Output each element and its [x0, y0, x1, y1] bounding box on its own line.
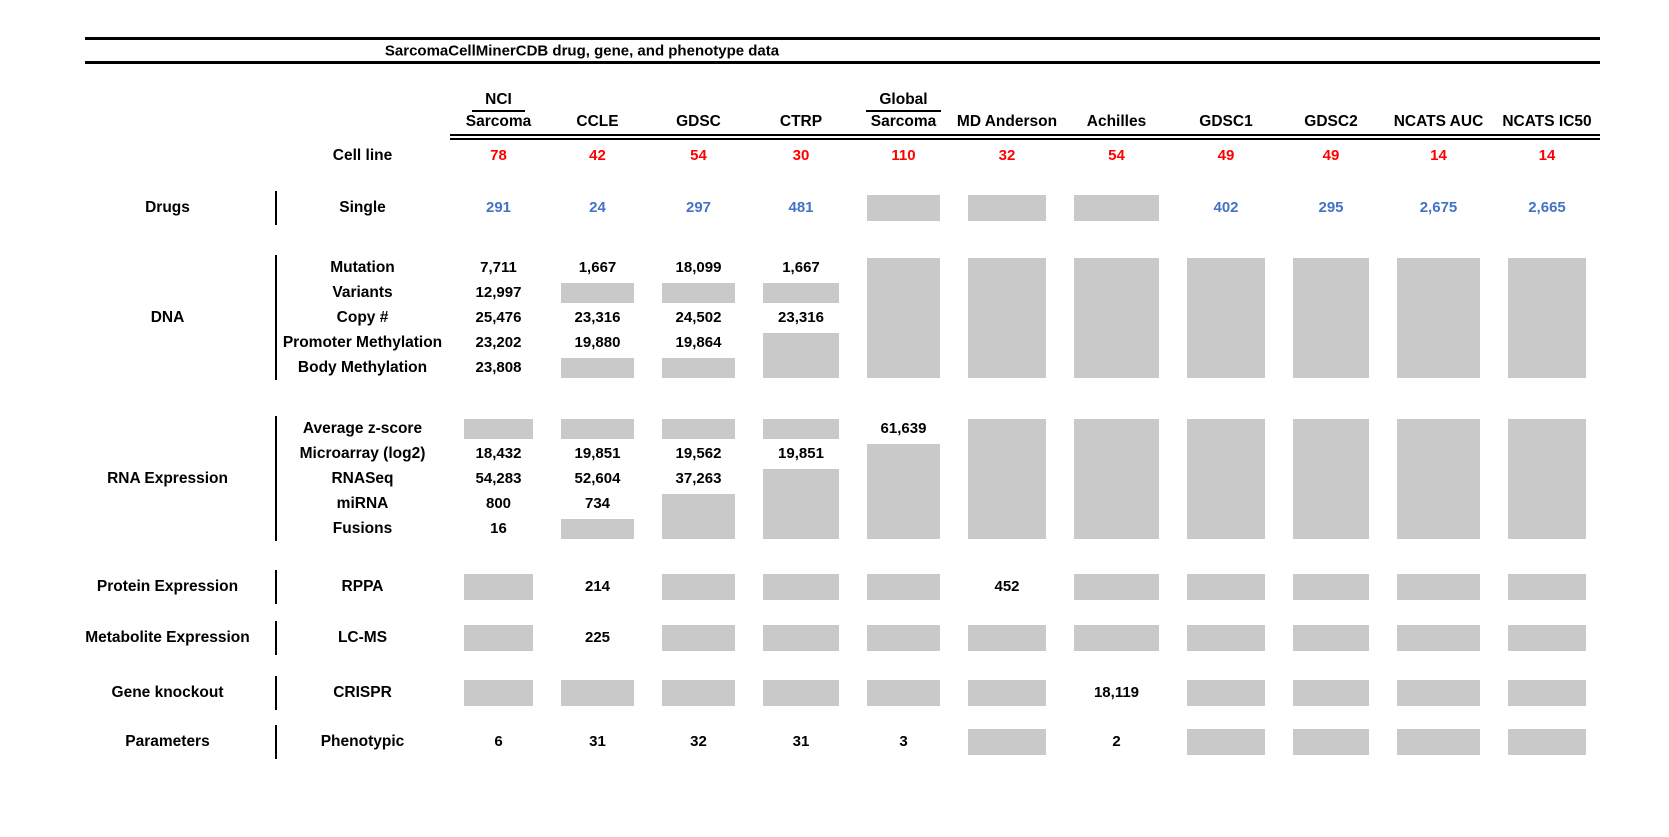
cell-line-count-gdsc2: 49 — [1322, 147, 1340, 164]
missing-data-box — [1508, 419, 1586, 539]
data-value: 2 — [1112, 733, 1121, 750]
missing-data-box — [1187, 419, 1265, 539]
missing-data-box — [662, 358, 735, 378]
missing-data-box — [763, 574, 839, 600]
missing-data-box — [662, 283, 735, 303]
title-band — [85, 37, 1600, 64]
group-label-rna-expression: RNA Expression — [107, 469, 228, 487]
data-value: 31 — [792, 733, 810, 750]
missing-data-box — [1074, 419, 1159, 539]
missing-data-box — [867, 574, 940, 600]
cell-line-count-ncats-auc: 14 — [1430, 147, 1447, 164]
missing-data-box — [1293, 625, 1369, 651]
data-value: 37,263 — [675, 470, 722, 487]
column-header-label-ctrp: CTRP — [779, 113, 823, 130]
missing-data-box — [968, 625, 1046, 651]
missing-data-box — [1397, 419, 1480, 539]
data-value: 7,711 — [480, 259, 517, 276]
group-label-parameters: Parameters — [125, 733, 210, 750]
missing-data-box — [1293, 729, 1369, 755]
section-rna-expression — [60, 416, 1600, 541]
data-value: 23,316 — [574, 309, 621, 326]
missing-data-box — [968, 258, 1046, 378]
data-value: 52,604 — [574, 470, 621, 487]
missing-data-box — [867, 680, 940, 706]
missing-data-box — [561, 680, 634, 706]
missing-data-box — [1074, 625, 1159, 651]
data-value: 19,851 — [778, 445, 824, 462]
missing-data-box — [1187, 258, 1265, 378]
missing-data-box — [561, 358, 634, 378]
missing-data-box — [561, 519, 634, 539]
row-label-mirna: miRNA — [336, 495, 389, 512]
missing-data-box — [1187, 729, 1265, 755]
missing-data-box — [867, 258, 940, 378]
cell-line-count-ccle: 42 — [589, 147, 606, 164]
column-header-label-nci-sarcoma: Sarcoma — [465, 113, 532, 130]
data-value: 23,316 — [778, 309, 824, 326]
missing-data-box — [1293, 419, 1369, 539]
sections — [60, 186, 1600, 764]
column-header-nci-sarcoma — [450, 84, 547, 140]
group-label-drugs: Drugs — [145, 199, 190, 216]
row-label-copy-number: Copy # — [336, 309, 389, 326]
missing-data-box — [662, 625, 735, 651]
missing-data-box — [763, 419, 839, 439]
missing-data-box — [1187, 680, 1265, 706]
data-value: 1,667 — [782, 259, 820, 276]
column-header-label-md-anderson: MD Anderson — [956, 113, 1058, 130]
missing-data-box — [662, 419, 735, 439]
section-protein-expression — [60, 565, 1600, 609]
data-value: 61,639 — [880, 420, 927, 437]
column-header-label-global-sarcoma: Sarcoma — [870, 113, 937, 130]
missing-data-box — [1397, 680, 1480, 706]
row-label-mutation: Mutation — [330, 259, 395, 276]
column-header-label-ncats-ic50: NCATS IC50 — [1502, 113, 1592, 130]
missing-data-box — [867, 195, 940, 221]
column-header-label-gdsc1: GDSC1 — [1199, 113, 1253, 130]
section-dna — [60, 255, 1600, 380]
section-drugs — [60, 186, 1600, 230]
figure-title: SarcomaCellMinerCDB drug, gene, and phenotype data — [384, 42, 780, 59]
missing-data-box — [1074, 574, 1159, 600]
column-header-gdsc2 — [1279, 84, 1383, 140]
cell-line-count-achilles: 54 — [1108, 147, 1125, 164]
data-value: 481 — [788, 199, 814, 216]
column-header-ctrp — [749, 84, 853, 140]
cell-line-count-md-anderson: 32 — [998, 147, 1016, 164]
data-value: 23,202 — [475, 334, 522, 351]
missing-data-box — [464, 680, 533, 706]
data-value: 3 — [899, 733, 908, 750]
missing-data-box — [1293, 258, 1369, 378]
missing-data-box — [1293, 680, 1369, 706]
data-value: 291 — [485, 199, 512, 216]
missing-data-box — [867, 625, 940, 651]
data-value: 19,562 — [675, 445, 722, 462]
missing-data-box — [1508, 574, 1586, 600]
cell-line-count-gdsc1: 49 — [1217, 147, 1235, 164]
data-value: 1,667 — [578, 259, 617, 276]
data-value: 24 — [589, 199, 606, 216]
group-label-protein-expression: Protein Expression — [96, 578, 239, 595]
missing-data-box — [1397, 258, 1480, 378]
missing-data-box — [464, 419, 533, 439]
column-header-label-achilles: Achilles — [1086, 113, 1147, 130]
data-value: 24,502 — [675, 309, 722, 326]
missing-data-box — [1397, 729, 1480, 755]
data-value: 6 — [494, 733, 503, 750]
cell-line-count-gdsc: 54 — [690, 147, 707, 164]
row-label-rppa: RPPA — [341, 578, 384, 595]
data-value: 402 — [1213, 199, 1239, 216]
column-header-ncats-ic50 — [1494, 84, 1600, 140]
column-header-label-gdsc2: GDSC2 — [1304, 113, 1358, 130]
column-header-achilles — [1060, 84, 1173, 140]
figure — [60, 37, 1600, 764]
missing-data-box — [1397, 625, 1480, 651]
missing-data-box — [1074, 195, 1159, 221]
data-value: 31 — [589, 733, 606, 750]
section-parameters — [60, 720, 1600, 764]
column-header-gdsc — [648, 84, 749, 140]
missing-data-box — [1508, 680, 1586, 706]
group-label-metabolite-expression: Metabolite Expression — [85, 629, 250, 646]
cell-line-row — [60, 143, 1600, 169]
data-value: 23,808 — [475, 359, 522, 376]
missing-data-box — [763, 333, 839, 378]
data-value: 19,880 — [574, 334, 621, 351]
row-label-rnaseq: RNASeq — [331, 470, 394, 487]
data-value: 225 — [584, 629, 611, 646]
row-label-microarray-log2: Microarray (log2) — [299, 445, 426, 462]
row-label-average-z-score: Average z-score — [302, 420, 423, 437]
row-label-single: Single — [339, 199, 386, 216]
data-value: 18,099 — [675, 259, 722, 276]
column-header-row — [60, 84, 1600, 140]
missing-data-box — [1187, 625, 1265, 651]
column-header-md-anderson — [954, 84, 1060, 140]
cell-line-count-ctrp: 30 — [792, 147, 810, 164]
missing-data-box — [1508, 625, 1586, 651]
data-value: 2,675 — [1419, 199, 1458, 216]
data-value: 297 — [685, 199, 712, 216]
missing-data-box — [561, 419, 634, 439]
column-header-label-ccle: CCLE — [576, 113, 619, 130]
data-value: 32 — [690, 733, 707, 750]
cell-line-count-global-sarcoma: 110 — [891, 147, 916, 164]
data-value: 12,997 — [475, 284, 522, 301]
data-value: 18,119 — [1093, 684, 1140, 701]
data-value: 2,665 — [1528, 199, 1566, 216]
missing-data-box — [1508, 258, 1586, 378]
missing-data-box — [662, 680, 735, 706]
missing-data-box — [662, 574, 735, 600]
data-value: 734 — [584, 495, 611, 512]
missing-data-box — [968, 680, 1046, 706]
column-header-gdsc1 — [1173, 84, 1279, 140]
missing-data-box — [464, 574, 533, 600]
data-value: 54,283 — [475, 470, 522, 487]
column-header-ccle — [547, 84, 648, 140]
data-value: 25,476 — [475, 309, 522, 326]
missing-data-box — [464, 625, 533, 651]
missing-data-box — [763, 625, 839, 651]
data-value: 16 — [490, 520, 507, 537]
section-metabolite-expression — [60, 616, 1600, 660]
data-value: 18,432 — [475, 445, 522, 462]
row-label-phenotypic: Phenotypic — [320, 733, 405, 750]
missing-data-box — [763, 680, 839, 706]
data-value: 800 — [485, 495, 512, 512]
missing-data-box — [763, 469, 839, 539]
row-label-fusions: Fusions — [332, 520, 393, 537]
data-value: 295 — [1318, 199, 1344, 216]
data-value: 19,864 — [675, 334, 722, 351]
cell-line-count-ncats-ic50: 14 — [1538, 147, 1556, 164]
row-label-body-methylation: Body Methylation — [297, 359, 428, 376]
section-gene-knockout — [60, 671, 1600, 715]
column-header-global-sarcoma — [853, 84, 954, 140]
cell-line-count-nci-sarcoma: 78 — [490, 147, 507, 164]
missing-data-box — [561, 283, 634, 303]
missing-data-box — [662, 494, 735, 539]
missing-data-box — [1293, 574, 1369, 600]
missing-data-box — [1187, 574, 1265, 600]
data-value: 452 — [994, 578, 1020, 595]
row-label-variants: Variants — [332, 284, 393, 301]
missing-data-box — [968, 419, 1046, 539]
column-header-top-nci-sarcoma: NCI — [472, 91, 525, 112]
data-value: 214 — [584, 578, 611, 595]
missing-data-box — [968, 195, 1046, 221]
missing-data-box — [1508, 729, 1586, 755]
row-label-promoter-methylation: Promoter Methylation — [282, 334, 443, 351]
missing-data-box — [763, 283, 839, 303]
row-label-lc-ms: LC-MS — [337, 629, 388, 646]
row-label-crispr: CRISPR — [333, 684, 392, 701]
column-header-label-ncats-auc: NCATS AUC — [1393, 113, 1484, 130]
group-label-gene-knockout: Gene knockout — [111, 684, 224, 701]
missing-data-box — [867, 444, 940, 539]
group-label-dna: DNA — [150, 308, 185, 326]
missing-data-box — [1397, 574, 1480, 600]
column-header-label-gdsc: GDSC — [676, 113, 721, 130]
missing-data-box — [1074, 258, 1159, 378]
missing-data-box — [968, 729, 1046, 755]
column-header-ncats-auc — [1383, 84, 1494, 140]
data-value: 19,851 — [574, 445, 621, 462]
cell-line-label: Cell line — [332, 147, 393, 164]
column-header-top-global-sarcoma: Global — [866, 91, 940, 112]
